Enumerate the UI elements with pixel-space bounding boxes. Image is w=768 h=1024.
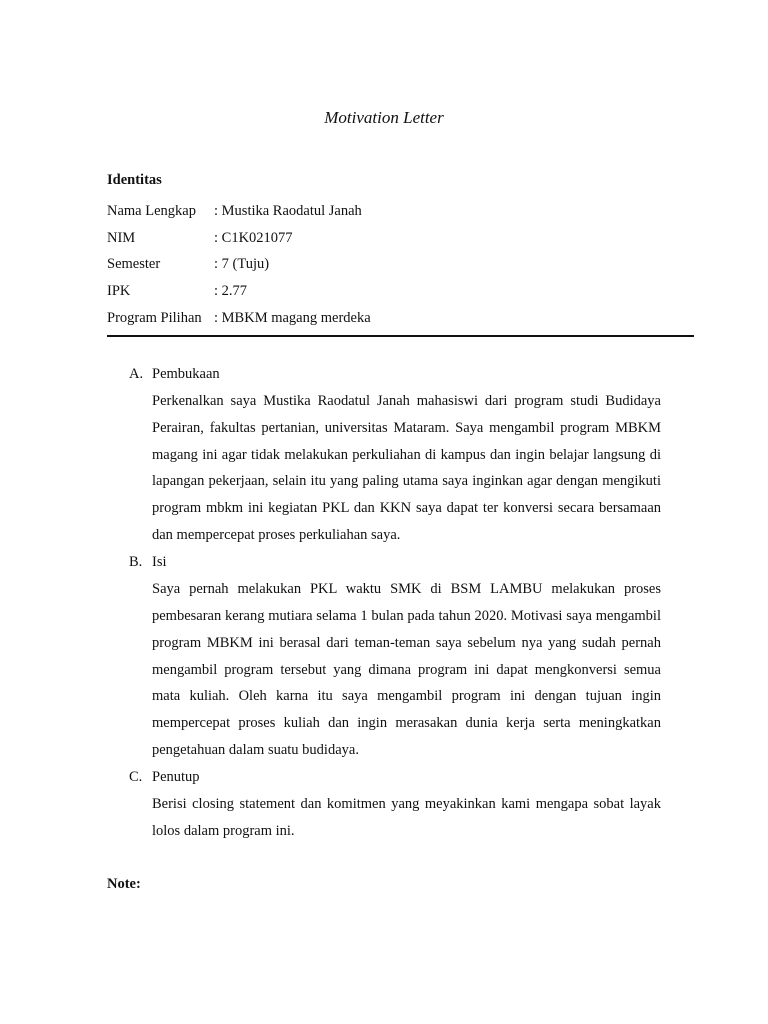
section-title: Penutup [152,769,200,786]
section-body: Perkenalkan saya Mustika Raodatul Janah mahasiswi dari program studi Budidaya Perairan, fakultas pertanian, universitas Mataram. Saya mengambil program MBKM magang ini agar tidak melakukan perkuliahan di kampus dan ingin belajar langsung di lapangan pekerjaan, selain itu yang paling utama saya inginkan agar dengan mengikuti program mbkm ini kegiatan PKL dan KKN saya dapat ter konversi secara bersamaan dan mempercepat proses perkuliahan saya. [152,392,661,544]
section-penutup [107,764,661,845]
section-body: Berisi closing statement dan komitmen yang meyakinkan kami mengapa sobat layak lolos dalam program ini. [152,795,661,839]
identity-label: Semester [107,256,161,273]
note-label: Note: [107,876,141,892]
identity-row-semester [107,251,371,278]
section-heading [107,549,661,576]
identity-value: : 2.77 [214,283,248,300]
section-marker: C. [129,769,143,786]
identity-row-name [107,198,371,225]
document-title: Motivation Letter [324,108,444,127]
identity-value: : C1K021077 [214,229,293,246]
section-heading [107,361,661,388]
identity-label: IPK [107,283,131,300]
identity-row-program [107,305,371,332]
letter-sections [107,361,661,845]
identity-value: : Mustika Raodatul Janah [214,203,362,219]
section-body: Saya pernah melakukan PKL waktu SMK di BSM LAMBU melakukan proses pembesaran kerang mutiara selama 1 bulan pada tahun 2020. Motivasi saya mengambil program MBKM ini berasal dari teman-teman saya sebelum nya yang sudah pernah mengambil program tersebut yang dimana program ini dapat mengkonversi semua mata kuliah. Oleh karna itu saya mengambil program ini dengan tujuan ingin mempercepat proses kuliah dan ingin merasakan dunia kerja serta meningkatkan pengetahuan dalam suatu budidaya. [152,580,661,759]
section-marker: B. [129,554,143,571]
section-isi [107,549,661,764]
section-marker: A. [129,366,144,382]
identity-row-nim [107,225,371,252]
section-title: Isi [152,554,167,571]
identity-label: Program Pilihan [107,309,202,326]
identity-label: NIM [107,229,136,246]
section-title: Pembukaan [152,366,220,382]
identity-table [107,198,371,331]
horizontal-divider [107,335,694,337]
identity-value: : 7 (Tuju) [214,256,270,273]
identity-label: Nama Lengkap [107,203,196,219]
identity-heading: Identitas [107,172,162,188]
section-pembukaan [107,361,661,549]
identity-row-ipk [107,278,371,305]
section-heading [107,764,661,791]
identity-value: : MBKM magang merdeka [214,309,371,326]
